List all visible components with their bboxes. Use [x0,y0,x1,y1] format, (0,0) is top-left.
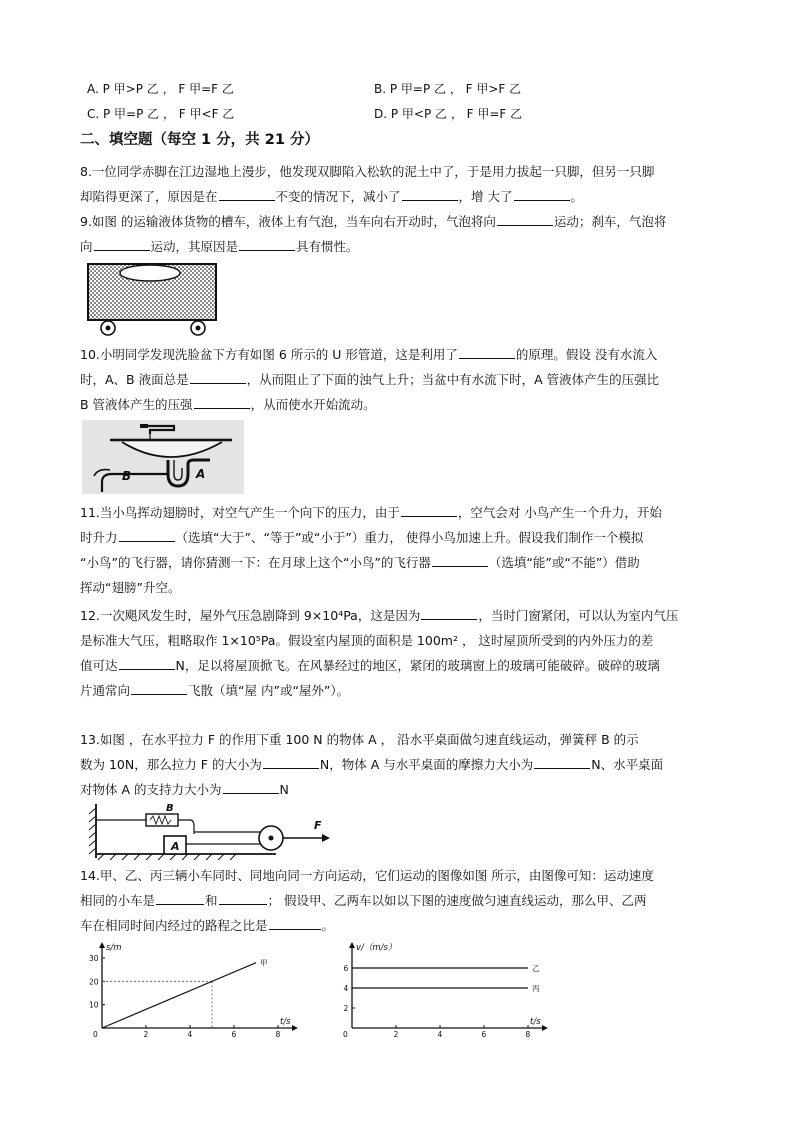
q14-blank2[interactable] [219,891,267,905]
q14-text: 车在相同时间内经过的路程之比是 [80,918,268,933]
q12-line4 [80,681,349,701]
q10-line1 [80,345,657,365]
q8-text: 却陷得更深了，原因是在 [80,189,218,204]
q11-text: ，空气会对 小鸟产生一个升力，开始 [457,505,662,520]
q8-blank3[interactable] [514,187,570,201]
q10-blank2[interactable] [190,370,246,384]
q13-line2 [80,755,663,775]
series-label-1: 甲 [260,958,268,968]
q10-text: ，从而使水开始流动。 [250,397,376,412]
force-arrow [322,834,330,842]
series-line-1 [102,963,256,1028]
option-a: A. P 甲>P 乙 ， F 甲=F 乙 [87,82,234,96]
q8-text: 不变的情况下，减小了 [275,189,401,204]
y-tick-label: 20 [89,977,99,987]
q11-line2 [80,528,643,548]
q12-blank2[interactable] [119,656,175,670]
v-t-chart [330,940,555,1040]
q12-text: N，足以将屋顶掀飞。在风暴经过的地区，紧闭的玻璃窗上的玻璃可能破碎。破碎的玻璃 [175,658,660,673]
air-bubble [120,265,180,281]
x-tick-label: 4 [187,1030,193,1039]
y-axis-arrow [99,942,105,948]
q11-blank3[interactable] [432,553,488,567]
q12-text: 值可达 [80,658,118,673]
q14-text: 相同的小车是 [80,893,156,908]
q13-text: 数为 10N，那么拉力 F 的大小为 [80,757,262,772]
y-tick-label: 4 [343,984,349,993]
tanker-truck-figure [86,262,220,338]
q8-line1: 8.一位同学赤脚在江边湿地上漫步，他发现双脚陷入松软的泥土中了，于是用力拔起一只脚，但另一只脚 [80,164,655,179]
q13-blank3[interactable] [223,780,279,794]
q14-line2 [80,891,647,911]
x-tick-label: 2 [143,1030,149,1039]
y-tick-label: 2 [343,1004,349,1013]
q12-text: 飞散（填“屋 内”或“屋外”）。 [188,683,350,698]
q10-text: ，从而阻止了下面的浊气上升；当盆中有水流下时，A 管液体产生的压强比 [246,372,660,387]
spring-scale-figure [86,798,336,862]
x-axis-label: t/s [530,1017,541,1027]
q12-text: ，当时门窗紧闭，可以认为室内气压 [478,608,679,623]
q11-line1 [80,503,662,523]
fig13-label-b: B [166,803,174,814]
q11-blank1[interactable] [401,503,457,517]
x-tick-label: 8 [275,1030,281,1039]
q9-blank1[interactable] [497,212,553,226]
q13-blank1[interactable] [263,755,319,769]
q12-text: 12.一次飓风发生时，屋外气压急剧降到 9×10⁴Pa，这是因为 [80,608,421,623]
q10-text: 时，A、B 液面总是 [80,372,189,387]
q9-line2 [80,237,359,257]
x-axis-label: t/s [280,1017,291,1027]
series-label-1: 乙 [532,964,540,973]
q10-blank3[interactable] [194,395,250,409]
q11-line3 [80,553,640,573]
fig10-label-b: B [122,469,132,483]
x-tick-label: 4 [437,1030,443,1039]
q8-line2 [80,187,583,207]
q11-blank2[interactable] [119,528,175,542]
q12-line3 [80,656,660,676]
y-tick-label: 30 [89,954,99,963]
q8-blank1[interactable] [219,187,275,201]
q10-text: 的原理。假设 没有水流入 [515,347,658,362]
q9-text: 运动；刹车，气泡将 [553,214,667,229]
q9-text: 向 [80,239,93,254]
x-axis-arrow [542,1025,548,1031]
x-tick-label: 6 [231,1030,237,1039]
q9-line1 [80,212,666,232]
q13-line3 [80,780,289,800]
x-tick-label: 6 [481,1030,487,1039]
s-t-chart [80,940,305,1040]
fig13-label-a: A [171,840,180,853]
q14-blank1[interactable] [156,891,204,905]
y-axis-label: s/m [106,943,122,953]
q12-text: 片通常向 [80,683,131,698]
y-axis-arrow [349,942,355,948]
q9-text: 运动，其原因是 [150,239,239,254]
q8-text: 。 [570,189,584,204]
q11-text: 时升力 [80,530,118,545]
q14-line3 [80,916,334,936]
option-b: B. P 甲=P 乙 ， F 甲>F 乙 [374,82,522,96]
x-tick-label: 8 [525,1030,531,1039]
q14-line1: 14.甲、乙、丙三辆小车同时、同地向同一方向运动，它们运动的图像如图 所示，由图像可知：运动速度 [80,868,654,883]
x-tick-label: 2 [393,1030,399,1039]
q8-blank2[interactable] [402,187,458,201]
q9-blank2[interactable] [94,237,150,251]
y-axis-label: v/（m/s） [356,943,397,953]
q13-text: N，物体 A 与水平桌面的摩擦力大小为 [319,757,534,772]
q11-line4: 挥动“翅膀”升空。 [80,580,181,595]
q11-text: （选填“能”或“不能”）借助 [488,555,640,570]
x-tick-label: 0 [93,1030,98,1039]
q13-text: 对物体 A 的支持力大小为 [80,782,222,797]
option-c: C. P 甲=P 乙 ， F 甲<F 乙 [87,107,235,121]
x-axis-arrow [292,1025,298,1031]
q12-line1 [80,606,678,626]
series-label-2: 丙 [532,984,540,993]
q12-blank3[interactable] [131,681,187,695]
q14-text: 。 [321,918,335,933]
q10-blank1[interactable] [459,345,515,359]
fig13-label-f: F [314,819,322,832]
q14-text: 和 [205,893,218,908]
q11-text: “小鸟”的飞行器，请你猜测一下：在月球上这个“小鸟”的飞行器 [80,555,431,570]
q13-text: N、水平桌面 [591,757,664,772]
q9-text: 具有惯性。 [296,239,359,254]
q11-text: （选填“大于”、“等于”或“小于”）重力， 使得小鸟加速上升。假设我们制作一个模拟 [175,530,644,545]
q14-text: ； 假设甲、乙两车以如以下图的速度做匀速直线运动，那么甲、乙两 [267,893,647,908]
q10-text: 10.小明同学发现洗脸盆下方有如图 6 所示的 U 形管道，这是利用了 [80,347,458,362]
q14-blank3[interactable] [269,916,321,930]
y-tick-label: 6 [343,964,349,973]
option-d: D. P 甲<P 乙 ， F 甲=F 乙 [374,107,523,121]
q10-line2 [80,370,659,390]
wash-basin-figure [82,420,244,494]
q11-text: 11.当小鸟挥动翅膀时，对空气产生一个向下的压力，由于 [80,505,400,520]
x-tick-label: 0 [343,1030,348,1039]
q10-line3 [80,395,376,415]
q10-text: B 管液体产生的压强 [80,397,193,412]
q12-blank1[interactable] [421,606,477,620]
q13-blank2[interactable] [534,755,590,769]
q12-line2: 是标准大气压，粗略取作 1×10⁵Pa。假设室内屋顶的面积是 100m² ， 这时屋顶所受到的内外压力的差 [80,633,654,648]
section-title: 二、填空题（每空 1 分，共 21 分） [80,132,319,148]
fig10-label-a: A [196,467,206,481]
q9-blank3[interactable] [239,237,295,251]
q13-text: N [279,782,289,797]
y-tick-label: 10 [89,1000,99,1010]
q13-line1: 13.如图 ，在水平拉力 F 的作用下重 100 N 的物体 A ， 沿水平桌面做匀速直线运动，弹簧秤 B 的示 [80,732,639,747]
q9-text: 9.如图 的运输液体货物的槽车，液体上有气泡，当车向右开动时，气泡将向 [80,214,496,229]
q8-text: ，增 大了 [458,189,513,204]
